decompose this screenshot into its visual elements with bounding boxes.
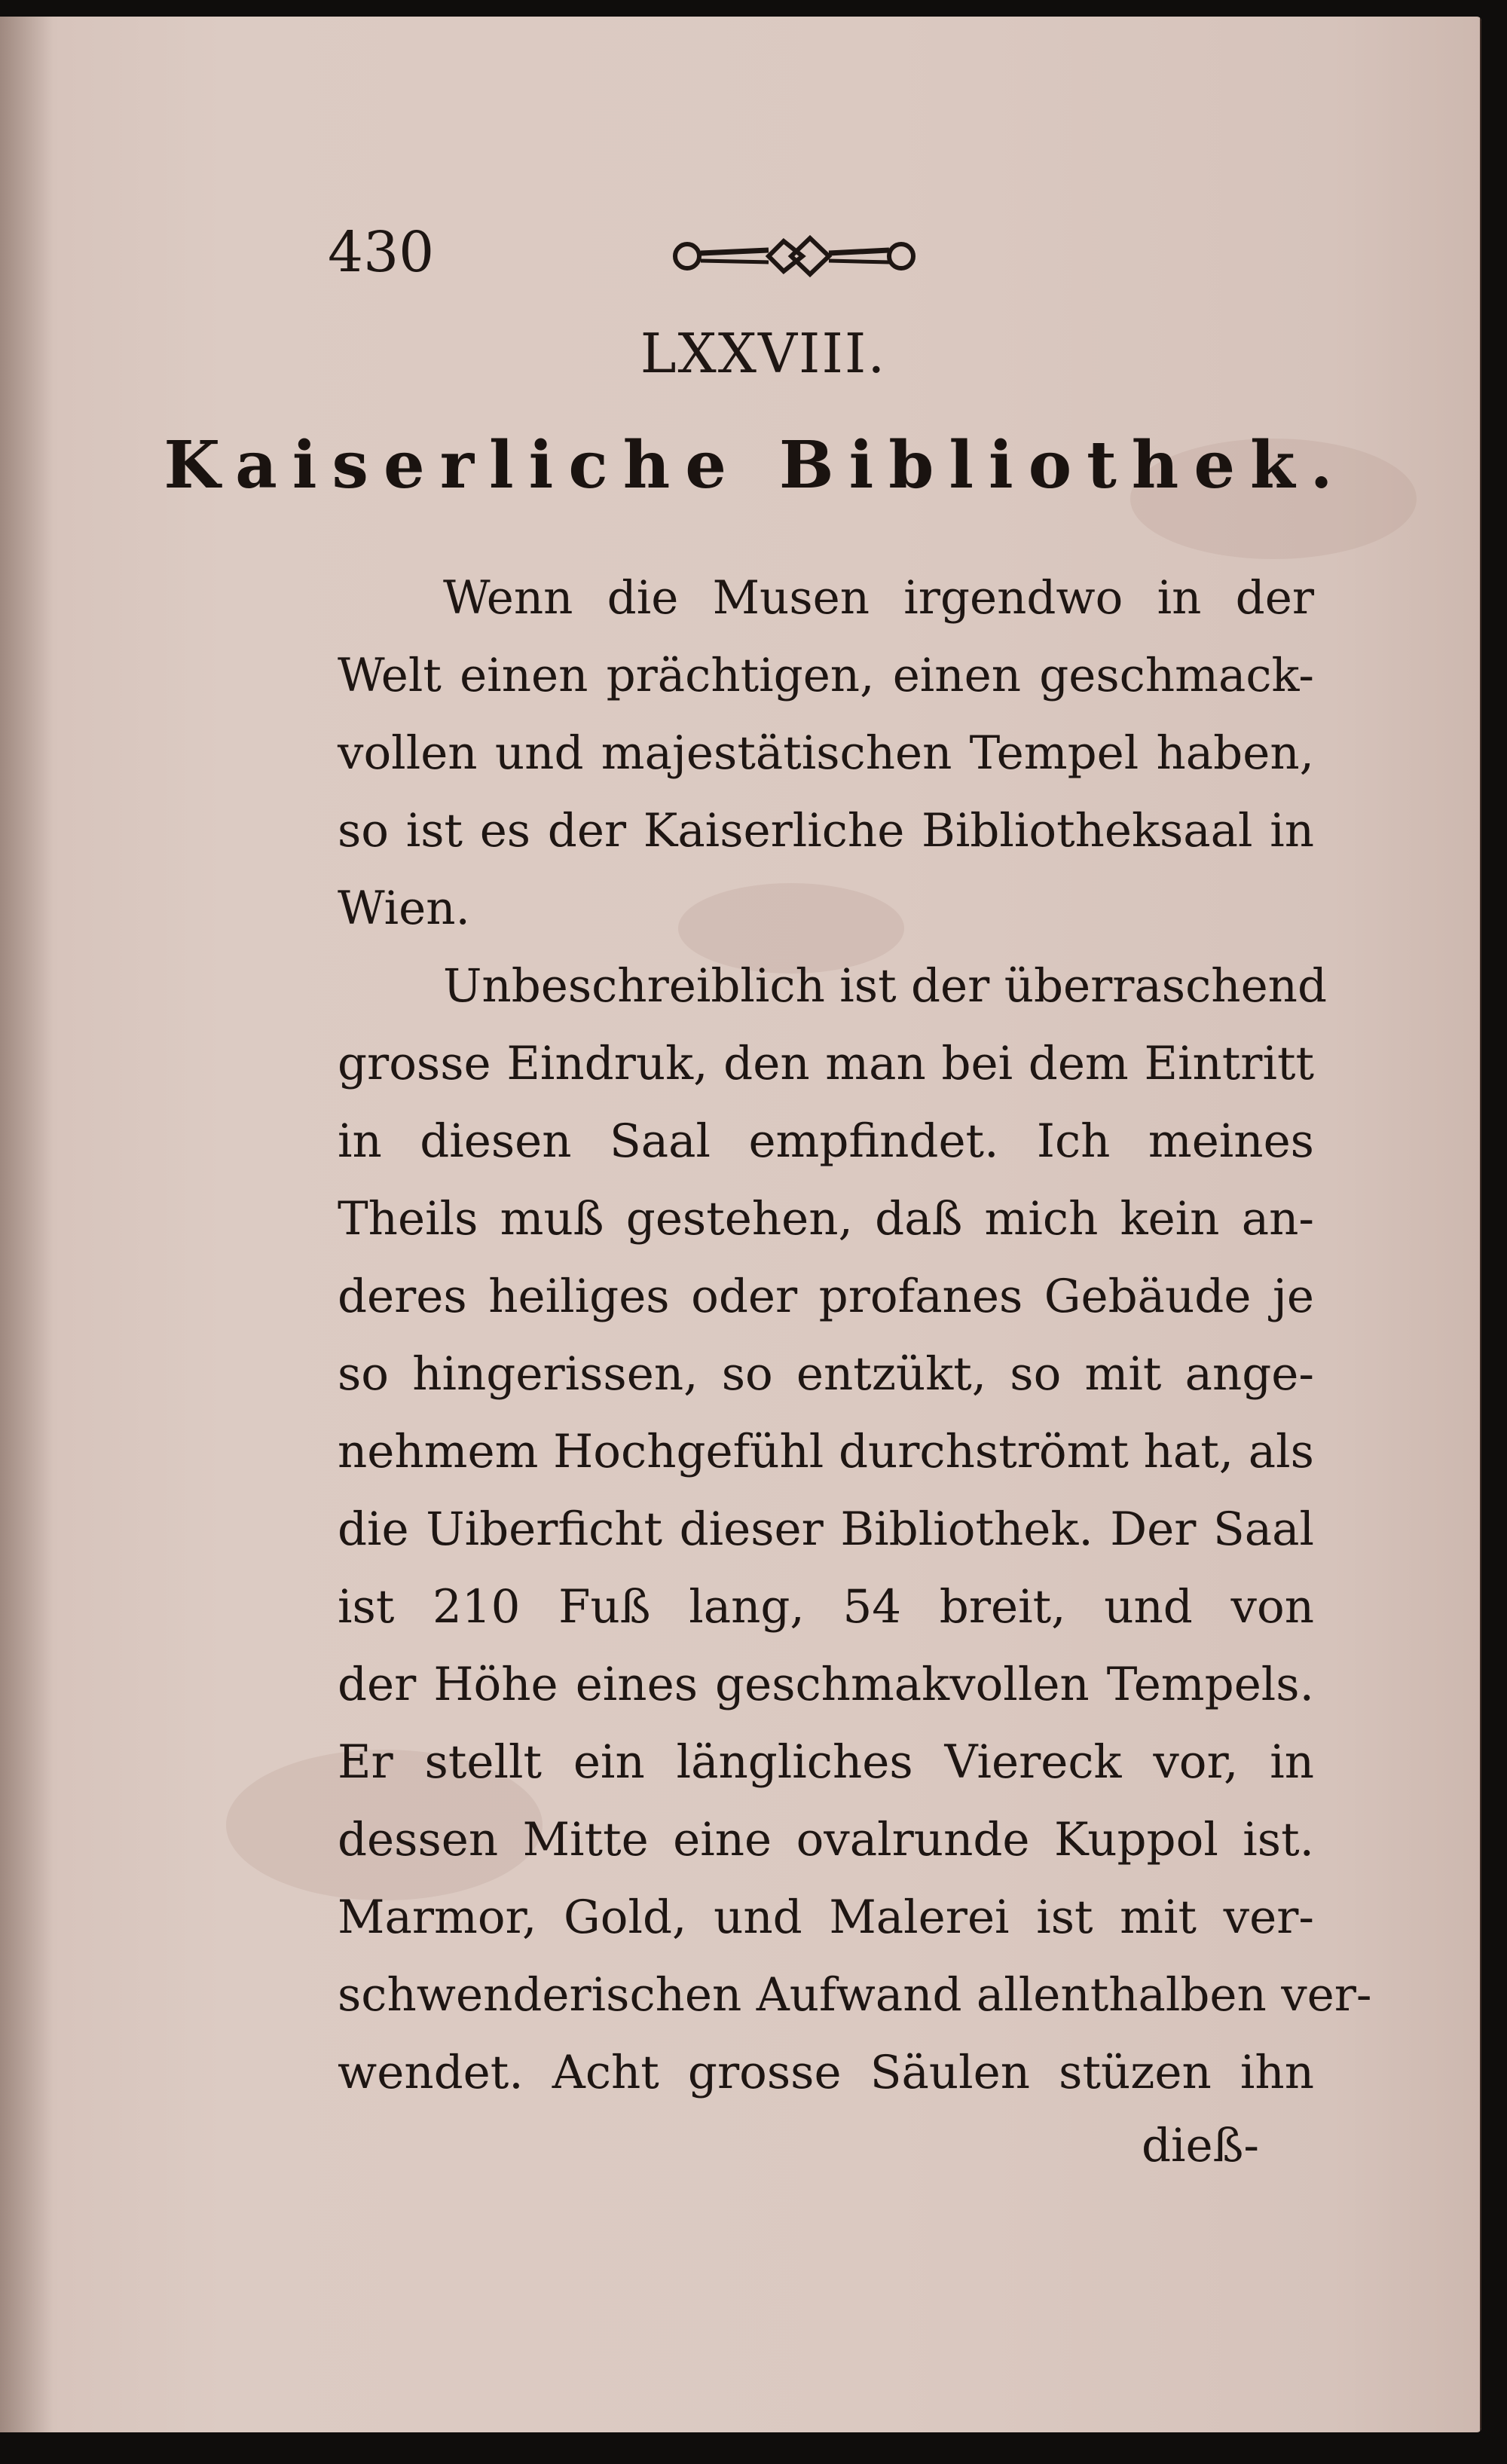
text-line: ist 210 Fuß lang, 54 breit, und von [338, 1580, 1314, 1634]
catchword: dieß- [1142, 2119, 1260, 2172]
text-line: Theils muß gestehen, daß mich kein an- [338, 1192, 1314, 1246]
body-text [338, 559, 1372, 2111]
chapter-title: Kaiserliche Bibliothek. [164, 427, 1348, 503]
text-line: schwenderischen Aufwand allenthalben ver- [338, 1968, 1372, 2022]
text-line: Unbeschreiblich ist der überraschend [443, 959, 1327, 1013]
chapter-number: LXXVIII. [640, 322, 887, 385]
text-line: der Höhe eines geschmakvollen Tempels. [338, 1658, 1314, 1711]
page-number: 430 [328, 220, 435, 285]
running-header [328, 220, 946, 288]
book-page [0, 17, 1481, 2432]
text-line: Wenn die Musen irgendwo in der [443, 571, 1314, 625]
text-line: nehmem Hochgefühl durchströmt hat, als [338, 1425, 1314, 1478]
paragraph-1 [338, 559, 1314, 947]
text-line: vollen und majestätischen Tempel haben, [338, 726, 1314, 780]
text-line: Wien. [338, 882, 470, 935]
text-line: Welt einen prächtigen, einen geschmack- [338, 649, 1314, 702]
header-ornament-icon [671, 228, 919, 280]
text-line: dessen Mitte eine ovalrunde Kuppol ist. [338, 1813, 1314, 1866]
text-line: die Uiberficht dieser Bibliothek. Der Saal [338, 1503, 1314, 1556]
text-line: deres heiliges oder profanes Gebäude je [338, 1270, 1314, 1323]
text-line: in diesen Saal empfindet. Ich meines [338, 1114, 1314, 1168]
text-line: so ist es der Kaiserliche Bibliotheksaal in [338, 804, 1314, 858]
text-line: wendet. Acht grosse Säulen stüzen ihn [338, 2046, 1314, 2099]
text-line: Marmor, Gold, und Malerei ist mit ver- [338, 1891, 1314, 1944]
text-line: Er stellt ein längliches Viereck vor, in [338, 1735, 1314, 1789]
text-line: grosse Eindruk, den man bei dem Eintritt [338, 1037, 1314, 1090]
paragraph-2 [338, 947, 1372, 2111]
text-line: so hingerissen, so entzükt, so mit ange- [338, 1347, 1314, 1401]
